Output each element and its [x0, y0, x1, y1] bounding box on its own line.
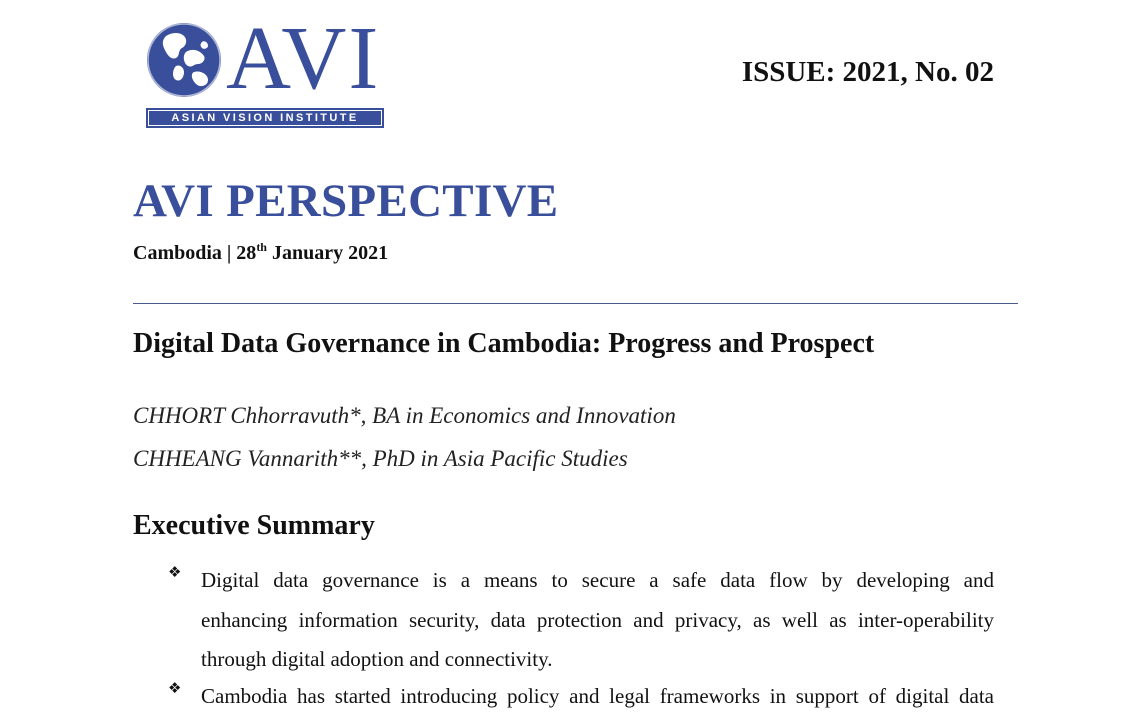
- dateline-month-year: January 2021: [266, 242, 389, 264]
- series-title: AVI PERSPECTIVE: [133, 175, 559, 227]
- diamond-bullet-icon: ❖: [168, 563, 182, 581]
- section-heading: Executive Summary: [133, 510, 375, 541]
- diamond-bullet-icon: ❖: [168, 679, 182, 697]
- author-line: CHHORT Chhorravuth*, BA in Economics and Innovation: [133, 403, 676, 428]
- header-divider: [133, 303, 1018, 304]
- avi-logo: [146, 9, 386, 132]
- bullet-text: [201, 677, 994, 717]
- logo-tagline-bar: [146, 108, 384, 128]
- logo-tagline: ASIAN VISION INSTITUTE: [148, 110, 382, 126]
- bullet-line: Cambodia has started introducing policy and legal frameworks in support of digital data: [201, 684, 994, 708]
- bullet-line: Digital data governance is a means to secure a safe data flow by developing and: [201, 568, 994, 592]
- bullet-text: [201, 561, 994, 680]
- globe-icon: [146, 22, 222, 98]
- article-title: Digital Data Governance in Cambodia: Progress and Prospect: [133, 328, 875, 359]
- bullet-line: through digital adoption and connectivity.: [201, 647, 553, 671]
- issue-number: ISSUE: 2021, No. 02: [741, 56, 994, 88]
- author-line: CHHEANG Vannarith**, PhD in Asia Pacific Studies: [133, 446, 628, 471]
- dateline: [133, 242, 388, 265]
- dateline-location-day: Cambodia | 28: [133, 242, 257, 264]
- logo-wordmark: AVI: [226, 9, 381, 108]
- dateline-ordinal: th: [256, 240, 267, 254]
- bullet-line: enhancing information security, data protection and privacy, as well as inter-operability: [201, 607, 994, 632]
